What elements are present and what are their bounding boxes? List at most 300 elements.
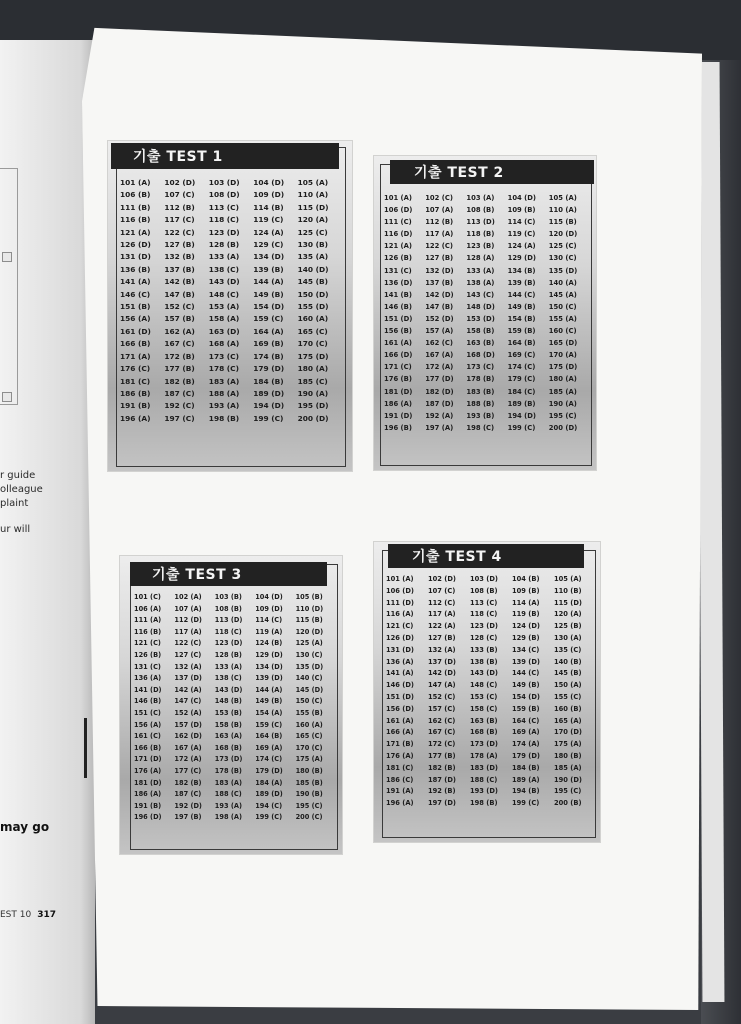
answer-cell: 128 (B) [208,240,240,250]
answer-cell: 123 (D) [470,622,498,631]
answer-cell: 142 (D) [428,669,456,678]
answer-cell: 194 (D) [507,411,537,420]
answer-cell: 177 (B) [428,751,456,760]
answer-cell: 132 (A) [428,645,456,654]
answer-cell: 195 (C) [295,801,323,810]
answer-cell: 200 (D) [297,413,329,423]
answer-cell: 182 (B) [174,778,202,787]
answer-cell: 150 (A) [554,681,582,690]
answer-cell: 176 (B) [384,375,412,384]
left-page-footer-label: EST 10 [0,910,32,920]
answer-cell: 187 (C) [164,388,195,398]
answer-cell: 121 (A) [384,242,413,251]
answer-cell: 137 (D) [428,657,456,666]
answer-cell: 186 (A) [134,790,162,799]
answer-cell: 152 (C) [164,302,195,312]
answer-cell: 198 (B) [470,799,498,808]
answer-cell: 180 (A) [297,364,329,374]
answer-cell: 116 (A) [386,610,414,619]
answer-cell: 199 (C) [512,799,540,808]
answer-cell: 173 (D) [470,740,498,749]
answer-cell: 109 (D) [253,190,285,200]
answer-cell: 184 (B) [512,763,540,772]
answer-cell: 195 (D) [297,401,329,411]
answer-cell: 110 (D) [295,604,324,613]
answer-cell: 143 (C) [466,290,495,299]
answer-cell: 137 (B) [425,278,454,287]
answer-cell: 133 (B) [470,645,498,654]
answer-cell: 151 (D) [386,692,414,701]
answer-cell: 164 (B) [255,732,283,741]
answer-cell: 103 (D) [208,178,240,187]
answer-cell: 158 (C) [470,704,498,713]
answer-cell: 143 (D) [208,277,240,287]
answer-cell: 166 (A) [386,728,414,737]
answer-cell: 188 (C) [470,775,498,784]
answer-cell: 130 (A) [554,633,582,642]
answer-cell: 134 (C) [512,645,540,654]
answer-cell: 169 (A) [512,728,540,737]
answer-cell: 188 (A) [208,388,240,398]
answer-cell: 180 (A) [548,375,577,384]
answer-cell: 126 (D) [386,633,414,642]
answer-cell: 147 (B) [164,289,195,299]
answer-cell: 181 (D) [134,778,162,787]
answer-cell: 153 (D) [466,314,495,323]
answer-cell: 122 (A) [428,622,456,631]
answer-cell: 146 (D) [386,681,414,690]
answer-cell: 170 (C) [297,339,328,349]
answer-cell: 193 (B) [466,411,495,420]
answer-cell: 143 (D) [470,669,498,678]
answer-cell: 107 (A) [174,604,202,613]
answer-cell: 140 (A) [548,278,577,287]
answer-cell: 155 (B) [295,708,323,717]
answer-cell: 181 (C) [386,763,414,772]
answer-cell: 154 (D) [512,692,540,701]
answer-cell: 135 (D) [295,662,324,671]
answer-cell: 148 (D) [466,302,495,311]
left-page-text-line: plaint [0,498,29,509]
left-page-bold-line: may go [0,820,50,834]
answer-cell: 101 (C) [134,593,161,601]
answer-cell: 158 (B) [214,720,242,729]
answer-cell: 151 (C) [134,708,161,717]
answer-cell: 185 (A) [548,387,577,396]
answer-cell: 114 (C) [255,616,283,625]
answer-cell: 161 (A) [386,716,414,725]
answer-cell: 111 (D) [386,598,414,607]
answer-cell: 161 (C) [134,732,161,741]
answer-cell: 156 (D) [386,704,414,713]
answer-cell: 178 (B) [466,375,495,384]
test-title: 기출 TEST 3 [130,562,327,586]
test-card-2 [374,156,596,470]
answer-cell: 180 (B) [295,766,323,775]
answer-cell: 112 (D) [174,616,202,625]
answer-cell: 124 (A) [253,227,284,237]
answer-cell: 150 (D) [297,289,329,299]
answer-cell: 183 (D) [470,763,498,772]
answer-cell: 184 (B) [253,376,284,386]
answer-cell: 141 (B) [384,290,412,299]
answer-cell: 105 (A) [548,194,577,202]
answer-cell: 132 (B) [164,252,195,262]
answer-cell: 135 (C) [554,645,582,654]
answer-cell: 154 (D) [253,302,285,312]
answer-cell: 168 (A) [208,339,240,349]
answer-cell: 110 (B) [554,586,582,595]
answer-cell: 115 (B) [295,616,323,625]
answer-cell: 135 (A) [297,252,329,262]
answer-cell: 159 (B) [507,327,536,336]
answer-cell: 172 (A) [174,755,202,764]
answer-cell: 153 (C) [470,692,498,701]
answer-cell: 188 (B) [466,399,495,408]
test-card-3 [120,556,342,854]
answer-cell: 173 (C) [208,351,239,361]
answer-cell: 171 (B) [386,740,414,749]
answer-cell: 116 (D) [384,230,413,239]
answer-cell: 161 (D) [120,326,151,336]
answer-cell: 175 (D) [548,363,578,372]
answer-cell: 160 (A) [297,314,329,324]
answer-cell: 106 (A) [134,604,162,613]
answer-cell: 154 (A) [255,708,283,717]
answer-cell: 125 (A) [295,639,323,648]
answer-cell: 136 (A) [386,657,414,666]
answer-cell: 160 (A) [295,720,323,729]
answer-cell: 165 (C) [295,732,323,741]
answer-cell: 198 (B) [208,413,240,423]
answer-cell: 160 (B) [554,704,582,713]
answer-cell: 148 (C) [470,681,498,690]
answer-cell: 182 (B) [428,763,456,772]
answer-cell: 108 (B) [470,586,498,595]
answer-cell: 161 (A) [384,339,413,348]
answer-cell: 103 (D) [470,575,498,583]
answer-cell: 128 (B) [214,650,242,659]
answer-cell: 147 (B) [425,302,454,311]
test-card-1 [108,141,352,471]
answer-cell: 109 (B) [512,586,540,595]
answer-cell: 101 (A) [384,194,413,202]
answer-cell: 153 (B) [214,708,242,717]
answer-grid [384,192,588,434]
answer-cell: 194 (D) [253,401,285,411]
answer-cell: 156 (A) [120,314,151,324]
answer-cell: 195 (C) [554,787,582,796]
answer-cell: 186 (A) [384,399,413,408]
answer-cell: 120 (A) [297,215,329,225]
answer-cell: 170 (C) [295,743,323,752]
answer-cell: 121 (A) [120,227,151,237]
answer-cell: 155 (D) [297,302,329,312]
answer-cell: 160 (C) [548,327,577,336]
answer-cell: 146 (B) [384,302,412,311]
answer-cell: 156 (A) [134,720,162,729]
answer-cell: 129 (D) [507,254,537,263]
answer-cell: 106 (B) [120,190,151,200]
answer-cell: 101 (A) [386,575,414,583]
answer-cell: 117 (A) [428,610,456,619]
left-page-text-line: r guide [0,470,36,481]
answer-cell: 168 (B) [470,728,498,737]
answer-cell: 192 (A) [425,411,454,420]
answer-cell: 193 (D) [470,787,498,796]
answer-cell: 139 (D) [255,674,283,683]
answer-cell: 105 (A) [297,178,329,187]
answer-cell: 152 (A) [174,708,202,717]
answer-cell: 119 (C) [507,230,536,239]
answer-cell: 193 (A) [208,401,240,411]
answer-cell: 102 (D) [164,178,196,187]
answer-grid [120,177,340,425]
answer-cell: 145 (B) [297,277,328,287]
answer-cell: 107 (C) [428,586,456,595]
answer-cell: 189 (D) [255,790,283,799]
answer-cell: 157 (B) [164,314,195,324]
answer-cell: 155 (A) [548,314,577,323]
answer-cell: 198 (A) [214,813,242,822]
answer-cell: 141 (D) [134,685,162,694]
answer-cell: 175 (D) [297,351,329,361]
answer-cell: 174 (C) [507,363,536,372]
answer-cell: 171 (A) [120,351,151,361]
answer-cell: 198 (C) [466,423,495,432]
answer-cell: 106 (D) [384,206,413,215]
answer-cell: 112 (C) [428,598,456,607]
page-number: 317 [37,910,57,920]
answer-cell: 144 (C) [512,669,540,678]
answer-cell: 185 (A) [554,763,582,772]
answer-cell: 150 (C) [548,302,577,311]
answer-cell: 162 (C) [428,716,456,725]
left-page-text-line: olleague [0,484,43,495]
answer-cell: 127 (B) [428,633,456,642]
answer-cell: 170 (D) [554,728,582,737]
answer-cell: 169 (C) [507,351,536,360]
answer-cell: 199 (C) [253,413,284,423]
answer-cell: 145 (D) [295,685,324,694]
answer-cell: 176 (C) [120,364,151,374]
answer-cell: 120 (D) [295,627,324,636]
answer-cell: 108 (D) [208,190,240,200]
answer-cell: 131 (D) [386,645,414,654]
answer-cell: 200 (D) [548,423,578,432]
answer-cell: 132 (D) [425,266,454,275]
answer-cell: 118 (C) [470,610,498,619]
answer-cell: 123 (B) [466,242,495,251]
answer-cell: 144 (A) [255,685,283,694]
answer-cell: 172 (C) [428,740,456,749]
answer-cell: 163 (A) [214,732,242,741]
answer-cell: 164 (A) [253,326,284,336]
answer-cell: 120 (A) [554,610,582,619]
left-page-footer [0,910,56,920]
answer-cell: 144 (A) [253,277,284,287]
answer-cell: 164 (B) [507,339,536,348]
answer-cell: 175 (A) [295,755,323,764]
answer-cell: 179 (D) [512,751,540,760]
answer-cell: 130 (C) [295,650,323,659]
answer-cell: 124 (D) [512,622,540,631]
answer-cell: 172 (B) [164,351,195,361]
answer-cell: 131 (D) [120,252,151,262]
answer-cell: 127 (B) [164,240,195,250]
answer-cell: 125 (C) [297,227,328,237]
answer-cell: 170 (A) [548,351,577,360]
answer-cell: 111 (B) [120,202,151,212]
answer-cell: 115 (D) [554,598,582,607]
answer-cell: 107 (A) [425,206,454,215]
answer-cell: 192 (C) [164,401,195,411]
answer-cell: 140 (C) [295,674,323,683]
answer-cell: 111 (C) [384,218,412,227]
answer-cell: 127 (B) [425,254,454,263]
answer-cell: 166 (B) [120,339,151,349]
answer-cell: 102 (C) [425,194,453,202]
answer-cell: 122 (C) [174,639,202,648]
answer-cell: 158 (B) [466,327,495,336]
answer-cell: 174 (A) [512,740,540,749]
answer-cell: 155 (C) [554,692,582,701]
answer-cell: 117 (A) [174,627,202,636]
answer-cell: 110 (A) [548,206,577,215]
answer-cell: 133 (A) [208,252,240,262]
answer-cell: 104 (B) [512,575,540,583]
answer-cell: 180 (B) [554,751,582,760]
answer-cell: 141 (A) [120,277,151,287]
answer-cell: 119 (B) [512,610,540,619]
answer-cell: 122 (C) [164,227,195,237]
answer-cell: 142 (D) [425,290,454,299]
answer-cell: 189 (B) [507,399,536,408]
answer-cell: 189 (A) [512,775,540,784]
answer-cell: 102 (D) [428,575,456,583]
answer-cell: 113 (D) [214,616,243,625]
answer-cell: 156 (B) [384,327,412,336]
answer-cell: 159 (C) [255,720,283,729]
answer-cell: 185 (C) [297,376,328,386]
answer-cell: 148 (C) [208,289,239,299]
answer-cell: 178 (B) [214,766,242,775]
answer-cell: 162 (C) [425,339,453,348]
answer-cell: 133 (A) [214,662,242,671]
left-page-text-line: ur will [0,524,31,535]
answer-cell: 179 (D) [255,766,283,775]
answer-cell: 181 (D) [384,387,413,396]
answer-cell: 179 (D) [253,364,285,374]
answer-cell: 187 (D) [428,775,456,784]
small-box-icon [2,392,12,402]
answer-cell: 123 (D) [208,227,240,237]
answer-cell: 173 (C) [466,363,495,372]
answer-cell: 106 (D) [386,586,414,595]
answer-cell: 115 (D) [297,202,329,212]
answer-cell: 138 (C) [214,674,242,683]
answer-cell: 165 (C) [297,326,328,336]
answer-cell: 109 (B) [507,206,536,215]
answer-cell: 113 (C) [470,598,498,607]
answer-cell: 137 (B) [164,264,195,274]
answer-cell: 127 (C) [174,650,202,659]
answer-cell: 124 (B) [255,639,283,648]
answer-cell: 125 (B) [554,622,582,631]
answer-cell: 190 (A) [297,388,329,398]
answer-cell: 119 (A) [255,627,283,636]
answer-cell: 141 (A) [386,669,414,678]
answer-cell: 165 (A) [554,716,582,725]
answer-cell: 177 (D) [425,375,454,384]
answer-cell: 157 (D) [174,720,202,729]
answer-cell: 171 (D) [134,755,162,764]
answer-cell: 126 (D) [120,240,151,250]
answer-cell: 191 (B) [134,801,162,810]
answer-cell: 136 (D) [384,278,413,287]
answer-cell: 189 (D) [253,388,285,398]
answer-cell: 181 (C) [120,376,151,386]
answer-cell: 151 (B) [120,302,151,312]
answer-cell: 103 (A) [466,194,495,202]
answer-cell: 184 (C) [507,387,536,396]
answer-cell: 187 (C) [174,790,202,799]
answer-cell: 137 (D) [174,674,202,683]
answer-cell: 135 (D) [548,266,578,275]
answer-cell: 138 (B) [470,657,498,666]
answer-cell: 108 (B) [214,604,242,613]
answer-cell: 112 (B) [164,202,195,212]
answer-cell: 123 (D) [214,639,243,648]
answer-cell: 168 (B) [214,743,242,752]
answer-cell: 116 (B) [134,627,162,636]
answer-cell: 126 (B) [134,650,162,659]
answer-cell: 185 (B) [295,778,323,787]
test-title: 기출 TEST 2 [390,160,594,184]
answer-cell: 151 (D) [384,314,413,323]
answer-cell: 152 (D) [425,314,454,323]
answer-cell: 167 (A) [174,743,202,752]
answer-cell: 105 (A) [554,575,582,583]
answer-cell: 196 (D) [134,813,162,822]
answer-cell: 197 (C) [164,413,195,423]
answer-cell: 134 (D) [253,252,285,262]
answer-cell: 190 (A) [548,399,577,408]
answer-cell: 167 (C) [164,339,195,349]
answer-cell: 183 (B) [466,387,495,396]
answer-cell: 191 (B) [120,401,151,411]
answer-cell: 197 (D) [428,799,456,808]
answer-cell: 186 (B) [120,388,151,398]
answer-cell: 184 (A) [255,778,283,787]
answer-cell: 129 (B) [512,633,540,642]
answer-cell: 112 (B) [425,218,454,227]
answer-cell: 196 (B) [384,423,412,432]
left-page [0,40,95,1024]
answer-cell: 162 (D) [174,732,202,741]
answer-cell: 159 (B) [512,704,540,713]
answer-cell: 158 (A) [208,314,240,324]
answer-cell: 164 (C) [512,716,540,725]
answer-cell: 176 (A) [386,751,414,760]
answer-cell: 102 (A) [174,593,202,601]
answer-cell: 140 (B) [554,657,582,666]
left-page-bar [84,718,87,778]
test-card-4 [374,542,600,842]
answer-cell: 199 (C) [255,813,283,822]
answer-cell: 139 (B) [253,264,284,274]
answer-cell: 154 (B) [507,314,536,323]
